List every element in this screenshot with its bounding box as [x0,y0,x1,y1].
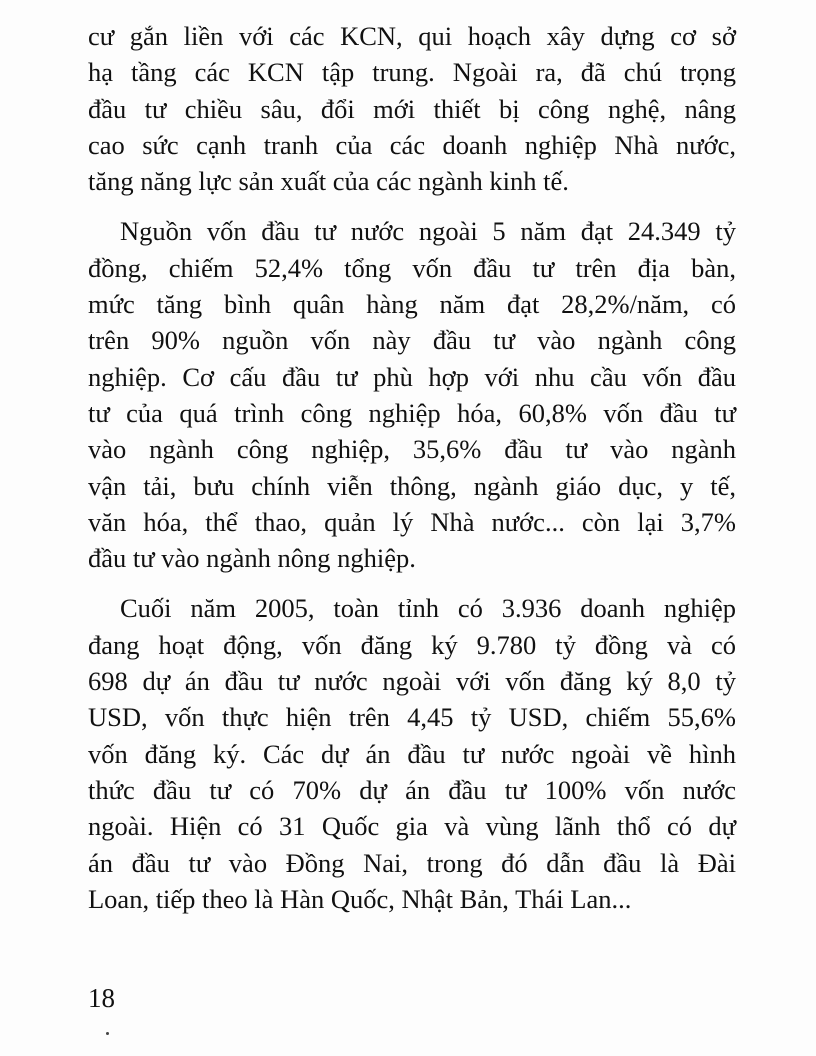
page-number: 18 [88,983,115,1013]
text-line: đầu tư vào ngành nông nghiệp. [88,543,416,574]
text-line: USD, vốn thực hiện trên 4,45 tỷ USD, chiếm 55,6% [88,702,736,733]
text-line: cư gắn liền với các KCN, qui hoạch xây dựng cơ sở [88,21,736,51]
text-line: đồng, chiếm 52,4% tổng vốn đầu tư trên địa bàn, [88,252,736,283]
text-line: đang hoạt động, vốn đăng ký 9.780 tỷ đồng và có [88,629,736,660]
text-line: tăng năng lực sản xuất của các ngành kinh tế. [88,166,569,197]
text-line: án đầu tư vào Đồng Nai, trong đó dẫn đầu là Đài [88,847,736,878]
text-line: vào ngành công nghiệp, 35,6% đầu tư vào ngành [88,434,736,465]
text-line: đầu tư chiều sâu, đổi mới thiết bị công nghệ, nâng [88,93,736,124]
text-line: 698 dự án đầu tư nước ngoài với vốn đăng ký 8,0 tỷ [88,666,736,697]
text-line: ngoài. Hiện có 31 Quốc gia và vùng lãnh thổ có dự [88,811,736,842]
text-line: văn hóa, thể thao, quản lý Nhà nước... còn lại 3,7% [88,506,736,537]
text-line: trên 90% nguồn vốn này đầu tư vào ngành công [88,325,736,356]
paragraph-1 [88,18,736,199]
text-line: mức tăng bình quân hàng năm đạt 28,2%/năm, có [88,289,736,320]
text-line: cao sức cạnh tranh của các doanh nghiệp Nhà nước, [88,129,736,160]
text-line: tư của quá trình công nghiệp hóa, 60,8% vốn đầu tư [88,397,736,428]
scan-speck [106,1032,109,1035]
body-text [88,18,736,931]
text-line: vốn đăng ký. Các dự án đầu tư nước ngoài về hình [88,738,736,769]
paragraph-2 [88,213,736,576]
text-line: nghiệp. Cơ cấu đầu tư phù hợp với nhu cầu vốn đầu [88,361,736,392]
text-line: Loan, tiếp theo là Hàn Quốc, Nhật Bản, Thái Lan... [88,883,632,914]
text-line: Cuối năm 2005, toàn tỉnh có 3.936 doanh nghiệp [120,593,736,624]
text-line: Nguồn vốn đầu tư nước ngoài 5 năm đạt 24.349 tỷ [120,216,736,247]
text-line: vận tải, bưu chính viễn thông, ngành giáo dục, y tế, [88,470,736,501]
paragraph-3 [88,590,736,917]
text-line: hạ tầng các KCN tập trung. Ngoài ra, đã chú trọng [88,57,736,88]
text-line: thức đầu tư có 70% dự án đầu tư 100% vốn nước [88,774,736,805]
